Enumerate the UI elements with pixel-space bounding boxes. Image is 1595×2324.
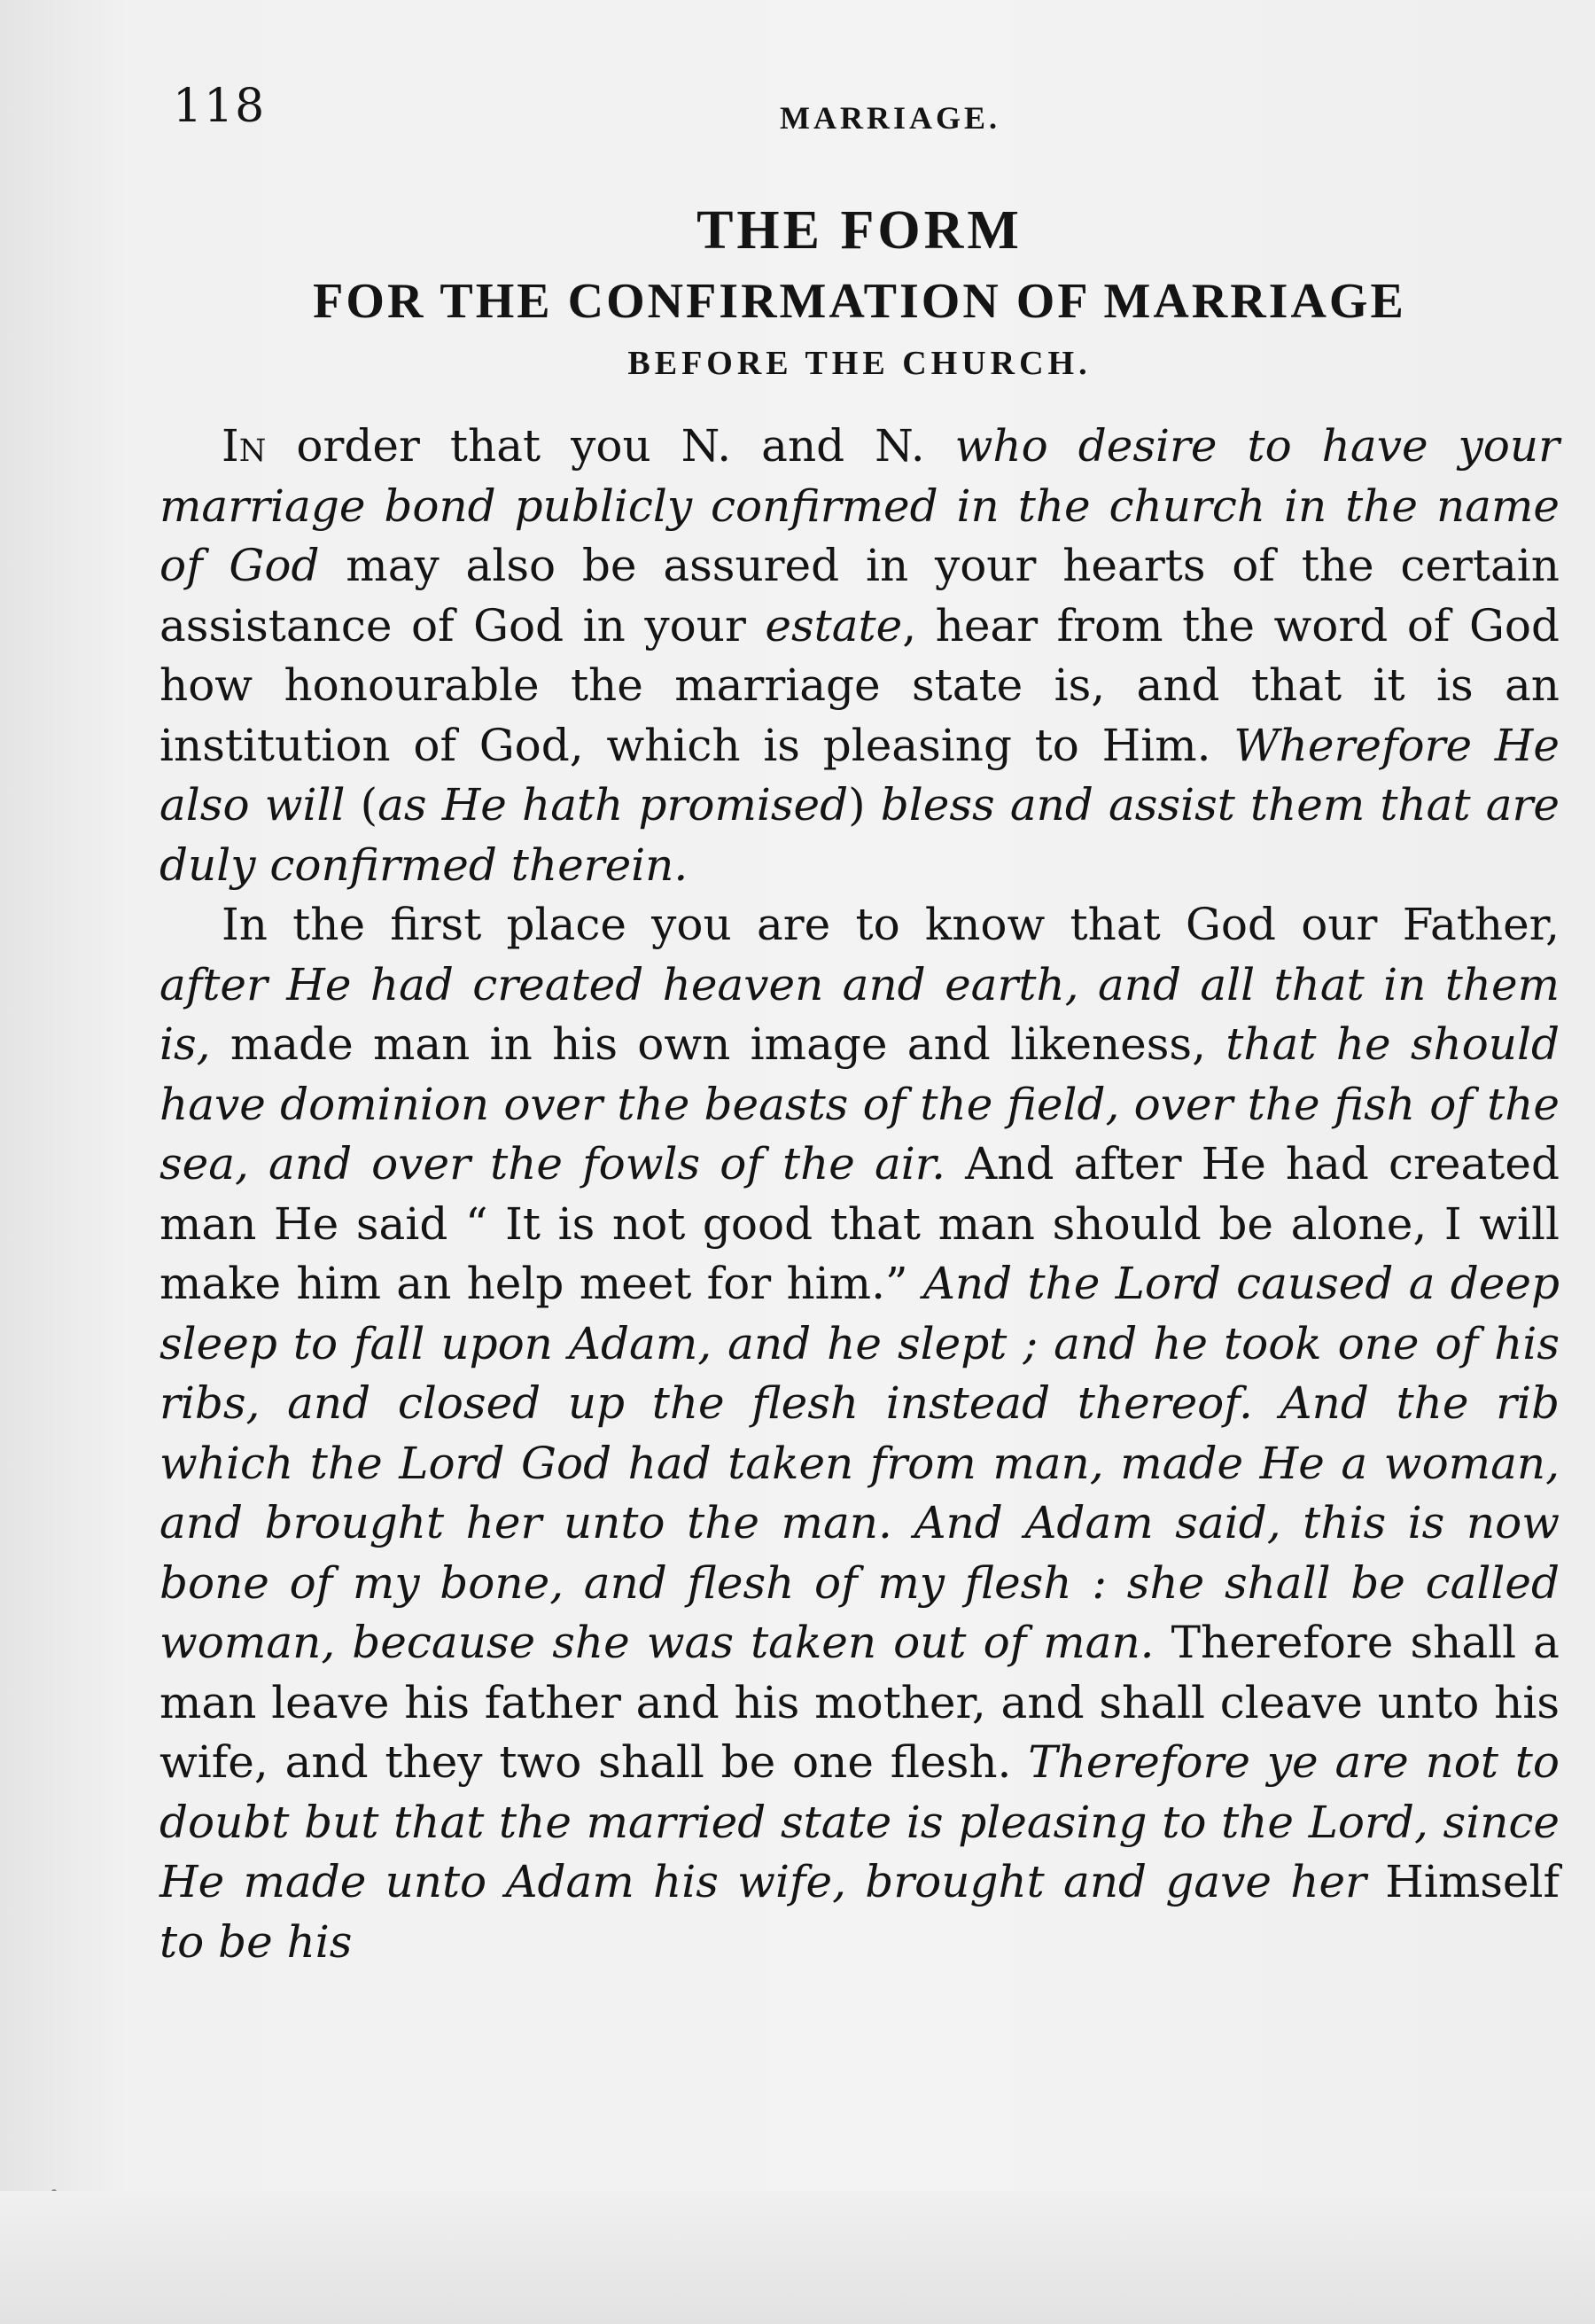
italic-run: that he should have dominion over the beasts of the field, over the fish of the sea, and over the fowls of the air. [160, 1018, 1560, 1189]
page-number: 118 [173, 80, 267, 133]
body-text [160, 417, 1560, 1972]
italic-run: after He had created heaven and earth, and all that in them is, [160, 958, 1560, 1070]
text-run: In the first place you are to know that God our Father, [222, 899, 1560, 950]
text-run: may also be assured in your hearts of the certain assistance of God in your [160, 540, 1560, 651]
title-main: THE FORM [696, 200, 1023, 261]
title-minor: BEFORE THE CHURCH. [627, 345, 1092, 382]
dropcap-word: In [222, 420, 267, 472]
italic-run: to be his [160, 1915, 353, 1968]
italic-run: And the Lord caused a deep sleep to fall upon Adam, and he slept ; and he took one of his ribs, and closed up the flesh instead thereof. And the rib which the Lord God had taken from man, made He a woman, and brought her unto the man. And Adam said, this is now bone of my bone, and flesh of my flesh : she shall be called woman, because she was taken out of man. [160, 1258, 1560, 1668]
running-head: MARRIAGE. [780, 100, 1000, 136]
italic-run: Wherefore He also will [160, 719, 1560, 831]
text-run: ( [345, 779, 378, 831]
page-header [173, 80, 1555, 151]
text-run: And after He had created man He said “ It is not good that man should be alone, I will make him an help meet for him.” [160, 1138, 1560, 1309]
italic-run: bless and assist them that are duly confirmed therein. [160, 779, 1560, 891]
text-run: order that you N. and N. [266, 420, 955, 472]
page-bottom-margin [0, 2191, 1595, 2324]
text-run: Himself [1385, 1856, 1560, 1907]
italic-run: as He hath promised [377, 779, 849, 831]
italic-run: Therefore ye are not to doubt but that the married state is pleasing to the Lord, since He made unto Adam his wife, brought and gave her [160, 1736, 1560, 1907]
title-sub: FOR THE CONFIRMATION OF MARRIAGE [313, 274, 1406, 329]
paragraph-1 [160, 417, 1560, 895]
text-run: , hear from the word of God how honourable the marriage state is, and that it is an institution of God, which is pleasing to Him. [160, 599, 1560, 771]
italic-run: who desire to have your marriage bond publicly confirmed in the church in the name of God [160, 420, 1560, 591]
paragraph-2 [160, 895, 1560, 1972]
text-run: ) [848, 779, 881, 831]
italic-run: estate [765, 599, 903, 651]
text-run: Therefore shall a man leave his father and his mother, and shall cleave unto his wife, and they two shall be one flesh. [160, 1617, 1560, 1788]
text-run: made man in his own image and likeness, [210, 1018, 1226, 1070]
section-titles [164, 195, 1555, 390]
